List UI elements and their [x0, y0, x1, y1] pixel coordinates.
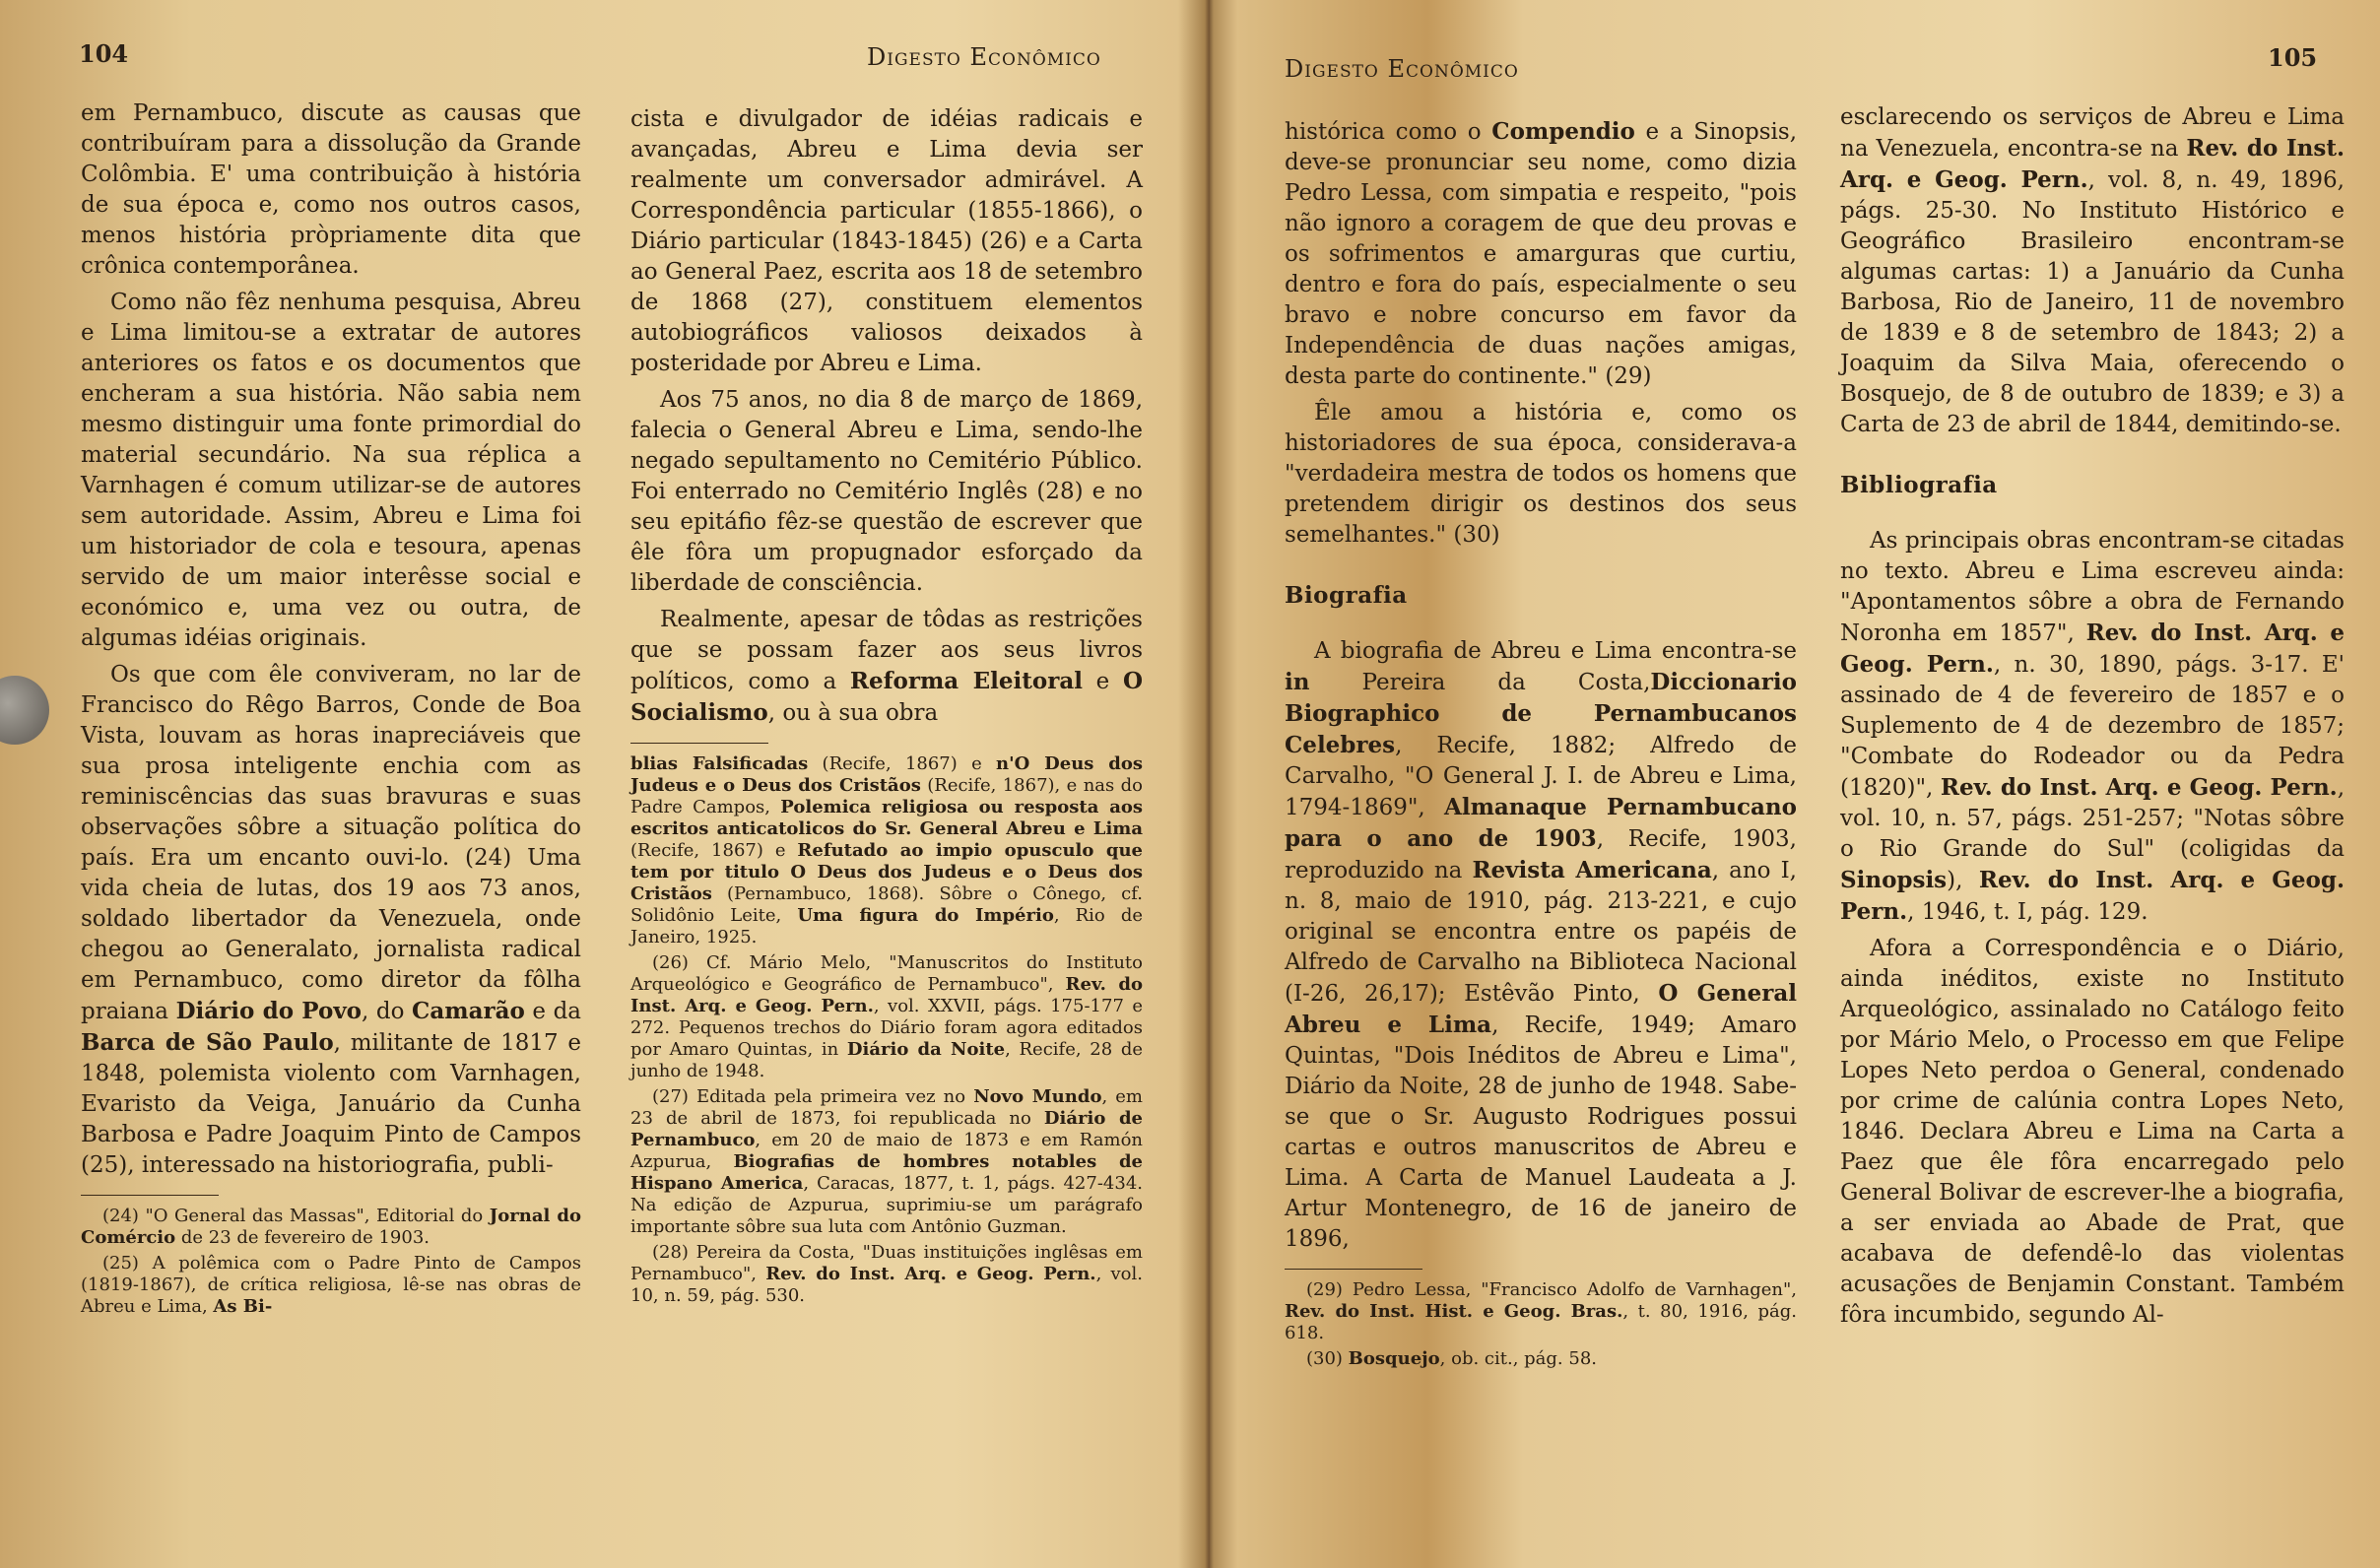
page-number: 105 [2268, 43, 2318, 72]
right-page [1222, 0, 2380, 1568]
paragraph: histórica como o Compendio e a Sinopsis, deve-se pronunciar seu nome, como dizia Pedro Lessa, com simpatia e respeito, "pois não ignoro a coragem de que deu provas e os sofrimentos e amarguras que curtiu, dentro e fora do país, especialmente o seu bravo e nobre concurso em favor da Independência de duas nações amigas, desta parte do continente." (29) [1285, 118, 1798, 389]
left-column-1 [81, 98, 581, 1322]
right-column-2 [1840, 102, 2345, 1337]
footnote-28: (28) Pereira da Costa, "Duas instituições inglêsas em Pernambuco", Rev. do Inst. Arq. e Geog. Pern., vol. 10, n. 59, pág. 530. [630, 1242, 1143, 1306]
footnote-30: (30) Bosquejo, ob. cit., pág. 58. [1306, 1348, 1597, 1369]
paragraph: Realmente, apesar de tôdas as restrições que se possam fazer aos seus livros políticos, como a Reforma Eleitoral e O Socialismo, ou à sua obra [630, 607, 1143, 726]
footnote-27: (27) Editada pela primeira vez no Novo Mundo, em 23 de abril de 1873, foi republicada no Diário de Pernambuco, em 20 de maio de 1873 e em Ramón Azpurua, Biografias de hombres notables de Hispano America, Caracas, 1877, t. 1, págs. 427-434. Na edição de Azpurua, suprimiu-se um parágrafo importante sôbre sua luta com Antônio Guzman. [630, 1086, 1143, 1237]
paragraph: em Pernambuco, discute as causas que contribuíram para a dissolução da Grande Colômbia. E' uma contribuição à história de sua época e, como nos outros casos, menos história pròpriamente dita que crônica contemporânea. [81, 100, 581, 279]
paragraph: Como não fêz nenhuma pesquisa, Abreu e Lima limitou-se a extratar de autores anteriores os fatos e os documentos que encheram a sua história. Não sabia nem mesmo distinguir uma fonte primordial do material secundário. Na sua réplica a Varnhagen é comum utilizar-se de autores sem autoridade. Assim, Abreu e Lima foi um historiador de cola e tesoura, apenas servido de um maior interêsse social e económico e, uma vez ou outra, de algumas idéias originais. [81, 290, 581, 651]
footnote-25-cont: blias Falsificadas (Recife, 1867) e n'O Deus dos Judeus e o Deus dos Cristãos (Recife, 1867), e nas do Padre Campos, Polemica religiosa ou resposta aos escritos anticatolicos do Sr. General Abreu e Lima (Recife, 1867) e Refutado ao impio opusculo que tem por titulo O Deus dos Judeus e o Deus dos Cristãos (Pernambuco, 1868). Sôbre o Cônego, cf. Solidônio Leite, Uma figura do Império, Rio de Janeiro, 1925. [630, 753, 1144, 947]
footnote-25: (25) A polêmica com o Padre Pinto de Campos (1819-1867), de crítica religiosa, lê-se nas obras de Abreu e Lima, As Bi- [81, 1253, 581, 1317]
footnote-24: (24) "O General das Massas", Editorial do Jornal do Comércio de 23 de fevereiro de 1903. [81, 1206, 582, 1248]
running-head: Digesto Econômico [867, 43, 1101, 71]
paragraph: Os que com êle conviveram, no lar de Francisco do Rêgo Barros, Conde de Boa Vista, louvam as horas inapreciáveis que sua prosa inteligente enchia com as reminiscências das suas bravuras e suas observações sôbre a situação política do país. Era um encanto ouvi-lo. (24) Uma vida cheia de lutas, dos 19 aos 73 anos, soldado libertador da Venezuela, onde chegou ao Generalato, jornalista radical em Pernambuco, como diretor da fôlha praiana Diário do Povo, do Camarão e da Barca de São Paulo, militante de 1817 e 1848, polemista violento com Varnhagen, Evaristo da Veiga, Januário da Cunha Barbosa e Padre Joaquim Pinto de Campos (25), interessado na historiografia, publi- [81, 662, 581, 1178]
section-heading-bibliografia: Bibliografia [1840, 472, 1998, 498]
footnote-29: (29) Pedro Lessa, "Francisco Adolfo de Varnhagen", Rev. do Inst. Hist. e Geog. Bras., t. 80, 1916, pág. 618. [1285, 1279, 1797, 1343]
right-column-1 [1285, 116, 1797, 1374]
left-page [0, 0, 1182, 1568]
footnote-rule [1285, 1269, 1422, 1270]
page-number: 104 [79, 39, 129, 68]
paragraph: Aos 75 anos, no dia 8 de março de 1869, falecia o General Abreu e Lima, sendo-lhe negado sepultamento no Cemitério Público. Foi enterrado no Cemitério Inglês (28) e no seu epitáfio fêz-se questão de escrever que êle fôra um propugnador esforçado da liberdade de consciência. [630, 387, 1143, 596]
paragraph: Êle amou a história e, como os historiadores de sua época, considerava-a "verdadeira mestra de todos os homens que pretendem dirigir os destinos dos seus semelhantes." (30) [1285, 400, 1797, 548]
paragraph: As principais obras encontram-se citadas no texto. Abreu e Lima escreveu ainda: "Apontamentos sôbre a obra de Fernando Noronha em 1857", Rev. do Inst. Arq. e Geog. Pern., n. 30, 1890, págs. 3-17. E' assinado de 4 de fevereiro de 1857 e o Suplemento de 4 de dezembro de 1857; "Combate do Rodeador ou da Pedra (1820)", Rev. do Inst. Arq. e Geog. Pern., vol. 10, n. 57, págs. 251-257; "Notas sôbre o Rio Grande do Sul" (coligidas da Sinopsis), Rev. do Inst. Arq. e Geog. Pern., 1946, t. I, pág. 129. [1840, 528, 2346, 925]
left-column-2 [630, 104, 1143, 1311]
footnote-rule [81, 1195, 219, 1196]
section-heading-biografia: Biografia [1285, 582, 1408, 609]
paragraph: Afora a Correspondência e o Diário, ainda inéditos, existe no Instituto Arqueológico, assinalado no Catálogo feito por Mário Melo, o Processo em que Felipe Lopes Neto perdoa o General, condenado por crime de calúnia contra Lopes Neto, 1846. Declara Abreu e Lima na Carta a Paez que êle fôra encarregado pelo General Bolivar de escrever-lhe a biografia, a ser enviada ao Abade de Prat, que acabava de defendê-lo das violentas acusações de Benjamin Constant. Também fôra incumbido, segundo Al- [1840, 936, 2345, 1328]
footnote-rule [630, 743, 768, 744]
paragraph: A biografia de Abreu e Lima encontra-se in Pereira da Costa,Diccionario Biographico de Pernambucanos Celebres, Recife, 1882; Alfredo de Carvalho, "O General J. I. de Abreu e Lima, 1794-1869", Almanaque Pernambucano para o ano de 1903, Recife, 1903, reproduzido na Revista Americana, ano I, n. 8, maio de 1910, pág. 213-221, e cujo original se encontra entre os papéis de Alfredo de Carvalho na Biblioteca Nacional (I-26, 26,17); Estêvão Pinto, O General Abreu e Lima, Recife, 1949; Amaro Quintas, "Dois Inéditos de Abreu e Lima", Diário da Noite, 28 de junho de 1948. Sabe-se que o Sr. Augusto Rodrigues possui cartas e outros manuscritos de Abreu e Lima. A Carta de Manuel Laudeata a J. Artur Montenegro, de 16 de janeiro de 1896, [1285, 638, 1798, 1252]
running-head: Digesto Econômico [1285, 55, 1519, 83]
paragraph: esclarecendo os serviços de Abreu e Lima na Venezuela, encontra-se na Rev. do Inst. Arq. e Geog. Pern., vol. 8, n. 49, 1896, págs. 25-30. No Instituto Histórico e Geográfico Brasileiro encontram-se algumas cartas: 1) a Januário da Cunha Barbosa, Rio de Janeiro, 11 de novembro de 1839 e 8 de setembro de 1843; 2) a Joaquim da Silva Maia, oferecendo o Bosquejo, de 8 de outubro de 1839; e 3) a Carta de 23 de abril de 1844, demitindo-se. [1840, 104, 2345, 437]
paragraph: cista e divulgador de idéias radicais e avançadas, Abreu e Lima devia ser realmente um conversador admirável. A Correspondência particular (1855-1866), o Diário particular (1843-1845) (26) e a Carta ao General Paez, escrita aos 18 de setembro de 1868 (27), constituem elementos autobiográficos valiosos deixados à posteridade por Abreu e Lima. [630, 106, 1143, 376]
footnote-26: (26) Cf. Mário Melo, "Manuscritos do Instituto Arqueológico e Geográfico de Pernambuco", Rev. do Inst. Arq. e Geog. Pern., vol. XXVII, págs. 175-177 e 272. Pequenos trechos do Diário foram agora editados por Amaro Quintas, in Diário da Noite, Recife, 28 de junho de 1948. [630, 952, 1144, 1081]
